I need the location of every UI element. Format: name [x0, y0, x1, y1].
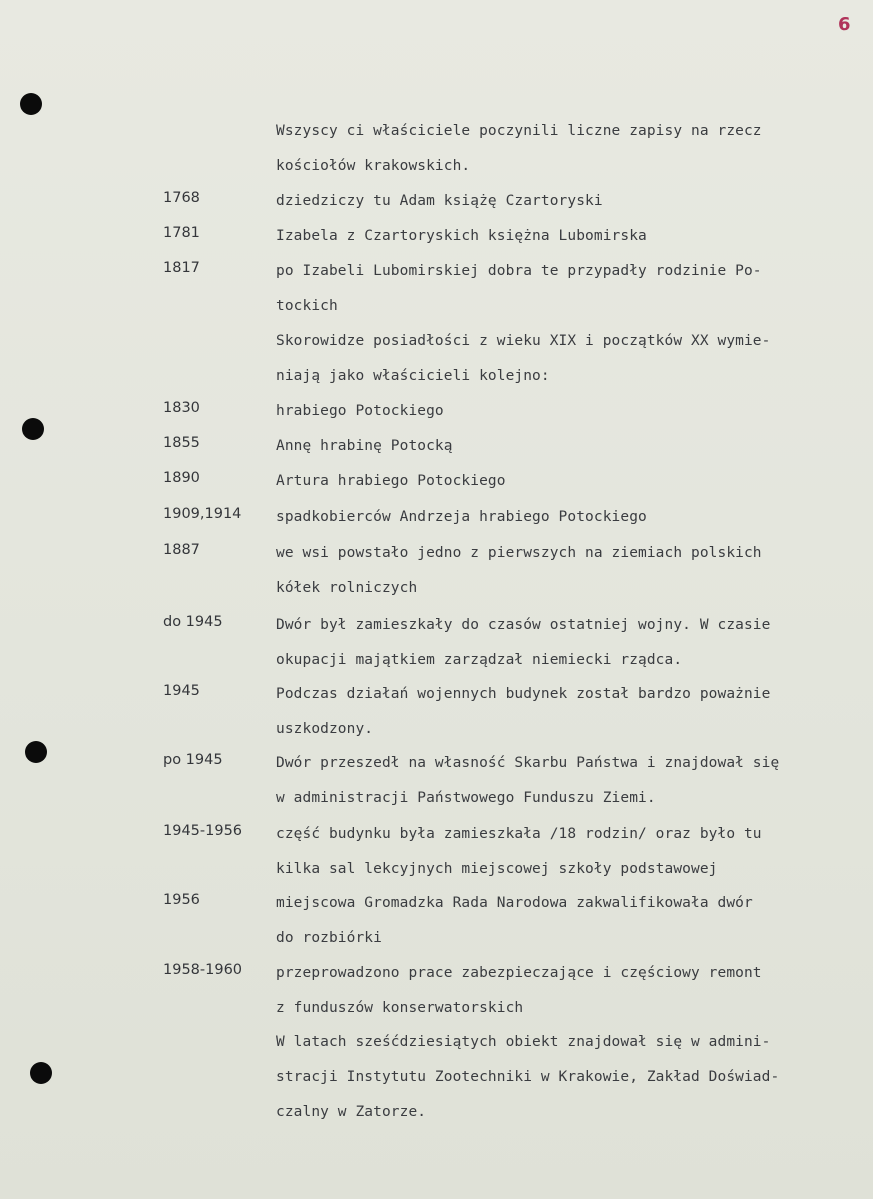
entry-year: 1887: [163, 542, 200, 558]
entry-text: [276, 608, 854, 678]
punch-hole: [20, 93, 42, 115]
text-line: uszkodzony.: [276, 721, 374, 737]
text-line: niają jako właścicieli kolejno:: [276, 368, 550, 384]
text-line: Podczas działań wojennych budynek został bardzo poważnie: [276, 686, 771, 702]
punch-hole: [22, 418, 44, 440]
entry-year: 1958-1960: [163, 962, 243, 978]
entry-year: 1956: [163, 892, 200, 908]
text-line: Wszyscy ci właściciele poczynili liczne zapisy na rzecz: [276, 123, 762, 139]
entry-year: 1817: [163, 260, 200, 276]
text-line: przeprowadzono prace zabezpieczające i częściowy remont: [276, 965, 762, 981]
entry-text: [276, 500, 854, 535]
text-line: Dwór był zamieszkały do czasów ostatniej wojny. W czasie: [276, 617, 771, 633]
text-line: do rozbiórki: [276, 930, 382, 946]
entry-text: [276, 184, 854, 219]
entry-text: [276, 956, 854, 1026]
entry-text: [276, 746, 854, 816]
entry-text: [276, 536, 854, 606]
entry-year: 1768: [163, 190, 200, 206]
entry-text: [276, 886, 854, 956]
text-line: kościołów krakowskich.: [276, 158, 471, 174]
entry-year: po 1945: [163, 752, 223, 768]
entry-year: 1909,1914: [163, 506, 242, 522]
text-line: spadkobierców Andrzeja hrabiego Potockiego: [276, 509, 647, 525]
text-line: we wsi powstało jedno z pierwszych na ziemiach polskich: [276, 545, 762, 561]
text-line: Dwór przeszedł na własność Skarbu Państwa i znajdował się: [276, 755, 780, 771]
text-line: tockich: [276, 298, 338, 314]
text-line: miejscowa Gromadzka Rada Narodowa zakwalifikowała dwór: [276, 895, 753, 911]
text-line: Izabela z Czartoryskich księżna Lubomirska: [276, 228, 647, 244]
page-number: 6: [838, 14, 851, 35]
entry-year: 1830: [163, 400, 200, 416]
text-line: W latach sześćdziesiątych obiekt znajdował się w admini-: [276, 1034, 771, 1050]
entry-text: [276, 254, 854, 324]
text-line: z funduszów konserwatorskich: [276, 1000, 524, 1016]
entry-year: 1945-1956: [163, 823, 243, 839]
text-line: Skorowidze posiadłości z wieku XIX i początków XX wymie-: [276, 333, 771, 349]
entry-year: 1890: [163, 470, 200, 486]
entry-year: 1781: [163, 225, 200, 241]
entry-year: 1855: [163, 435, 200, 451]
entry-text: [276, 1025, 854, 1130]
text-line: po Izabeli Lubomirskiej dobra te przypadły rodzinie Po-: [276, 263, 762, 279]
text-line: hrabiego Potockiego: [276, 403, 444, 419]
entry-text: [276, 394, 854, 429]
text-line: czalny w Zatorze.: [276, 1104, 427, 1120]
text-line: kilka sal lekcyjnych miejscowej szkoły podstawowej: [276, 861, 718, 877]
text-line: dziedziczy tu Adam książę Czartoryski: [276, 193, 603, 209]
entry-text: [276, 817, 854, 887]
text-line: w administracji Państwowego Funduszu Ziemi.: [276, 790, 656, 806]
entry-text: [276, 219, 854, 254]
punch-hole: [30, 1062, 52, 1084]
text-line: stracji Instytutu Zootechniki w Krakowie, Zakład Doświad-: [276, 1069, 780, 1085]
entry-text: [276, 324, 854, 394]
entry-text: [276, 464, 854, 499]
entry-year: do 1945: [163, 614, 223, 630]
entry-text: [276, 114, 854, 184]
text-line: kółek rolniczych: [276, 580, 418, 596]
text-line: część budynku była zamieszkała /18 rodzin/ oraz było tu: [276, 826, 762, 842]
text-line: Annę hrabinę Potocką: [276, 438, 453, 454]
entry-text: [276, 677, 854, 747]
text-line: okupacji majątkiem zarządzał niemiecki rządca.: [276, 652, 683, 668]
punch-hole: [25, 741, 47, 763]
entry-year: 1945: [163, 683, 200, 699]
entry-text: [276, 429, 854, 464]
text-line: Artura hrabiego Potockiego: [276, 473, 506, 489]
